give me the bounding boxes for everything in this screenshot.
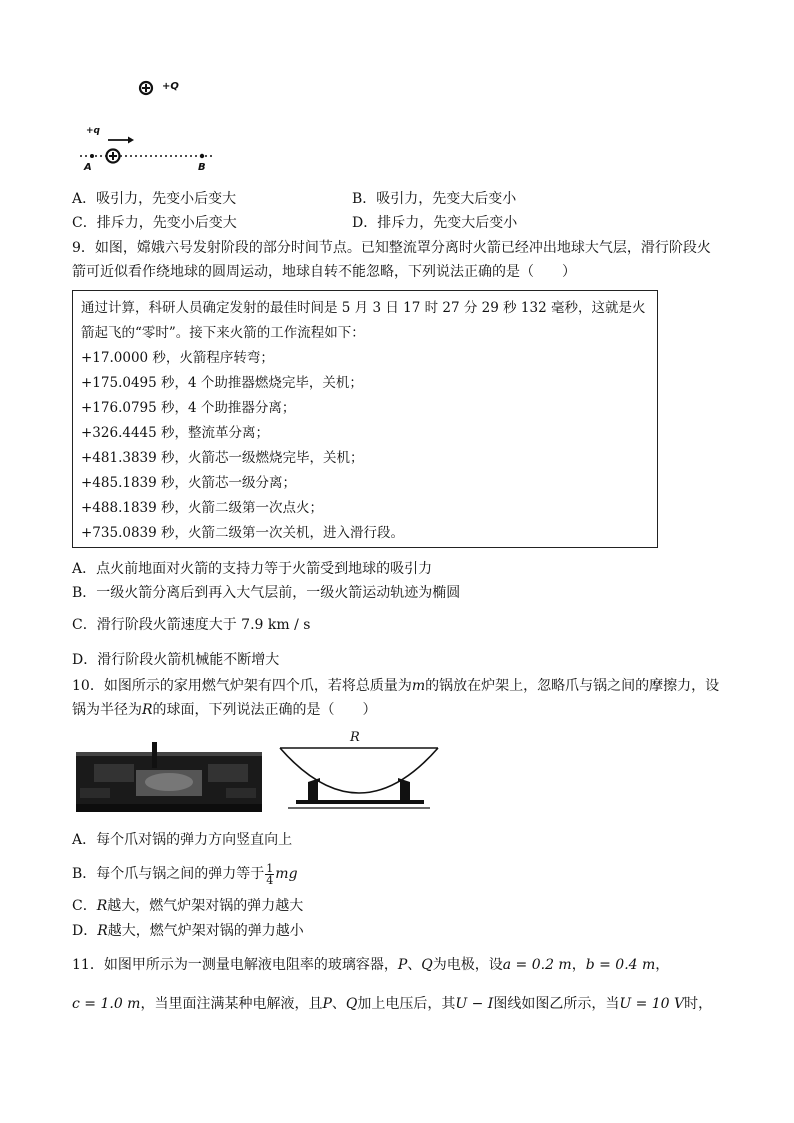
stove-photo: [76, 742, 262, 812]
fraction-one-quarter: $\frac{1}{4}$: [266, 861, 274, 887]
q8-option-c: C．排斥力，先变小后变大: [72, 215, 237, 231]
q8-option-b: B．吸引力，先变大后变小: [352, 191, 517, 207]
q10-option-c: C．R越大，燃气炉架对锅的弹力越大: [72, 898, 304, 914]
q8-figure: [76, 76, 226, 180]
box-line: +481.3839 秒，火箭芯一级燃烧完毕，关机；: [81, 450, 364, 466]
q9-timeline-box: [72, 290, 658, 548]
pot-bowl: [280, 748, 438, 793]
q9-stem-line1: 9．如图，嫦娥六号发射阶段的部分时间节点。已知整流罩分离时火箭已经冲出地球大气层，滑行阶段火: [72, 240, 711, 256]
q11-line1: 11．如图甲所示为一测量电解液电阻率的玻璃容器，P、Q为电极，设a = 0.2 m，b = 0.4 m，: [72, 957, 670, 973]
box-line: +735.0839 秒，火箭二级第一次关机，进入滑行段。: [81, 525, 405, 541]
box-line: +176.0795 秒，4 个助推器分离；: [81, 400, 296, 416]
label-Q: +Q: [162, 81, 179, 92]
box-line: +326.4445 秒，整流革分离；: [81, 425, 270, 441]
box-line: +485.1839 秒，火箭芯一级分离；: [81, 475, 297, 491]
box-line: +17.0000 秒，火箭程序转弯；: [81, 350, 274, 366]
box-line: 箭起飞的“零时”。接下来火箭的工作流程如下：: [81, 325, 365, 341]
var-R: R: [142, 702, 153, 718]
q10-stem-line2: 锅为半径为R的球面，下列说法正确的是（ ）: [72, 702, 377, 718]
var-m: m: [411, 678, 426, 694]
q9-option-c: C．滑行阶段火箭速度大于 7.9 km / s: [72, 617, 311, 633]
q10-option-b: B．每个爪与锅之间的弹力等于 $\frac{1}{4}$ mg: [72, 861, 298, 887]
pot-label-R: R: [350, 730, 360, 745]
q9-option-a: A．点火前地面对火箭的支持力等于火箭受到地球的吸引力: [72, 561, 433, 577]
label-q: +q: [86, 126, 100, 136]
box-line: +175.0495 秒，4 个助推器燃烧完毕，关机；: [81, 375, 363, 391]
q9-option-d: D．滑行阶段火箭机械能不断增大: [72, 652, 280, 668]
box-line: 通过计算，科研人员确定发射的最佳时间是 5 月 3 日 17 时 27 分 29 秒 132 毫秒，这就是火: [81, 300, 646, 316]
q11-line2: c = 1.0 m，当里面注满某种电解液，且P、Q加上电压后，其U − I图线如图乙所示，当U = 10 V时，: [72, 996, 713, 1012]
pot-svg: [276, 734, 442, 814]
label-B: B: [198, 162, 206, 173]
stove-image: [76, 742, 262, 812]
q9-option-b: B．一级火箭分离后到再入大气层前，一级火箭运动轨迹为椭圆: [72, 585, 461, 601]
box-line: +488.1839 秒，火箭二级第一次点火；: [81, 500, 324, 516]
q8-option-d: D．排斥力，先变大后变小: [352, 215, 518, 231]
pot-diagram: [276, 730, 442, 814]
q10-option-d: D．R越大，燃气炉架对锅的弹力越小: [72, 923, 304, 939]
q10-option-a: A．每个爪对锅的弹力方向竖直向上: [72, 832, 293, 848]
q8-option-a: A．吸引力，先变小后变大: [72, 191, 237, 207]
q9-stem-line2: 箭可近似看作绕地球的圆周运动，地球自转不能忽略，下列说法正确的是（ ）: [72, 264, 576, 280]
q10-stem-line1: 10．如图所示的家用燃气炉架有四个爪，若将总质量为m的锅放在炉架上，忽略爪与锅之间的摩擦力，设: [72, 678, 720, 694]
label-A: A: [84, 162, 92, 173]
